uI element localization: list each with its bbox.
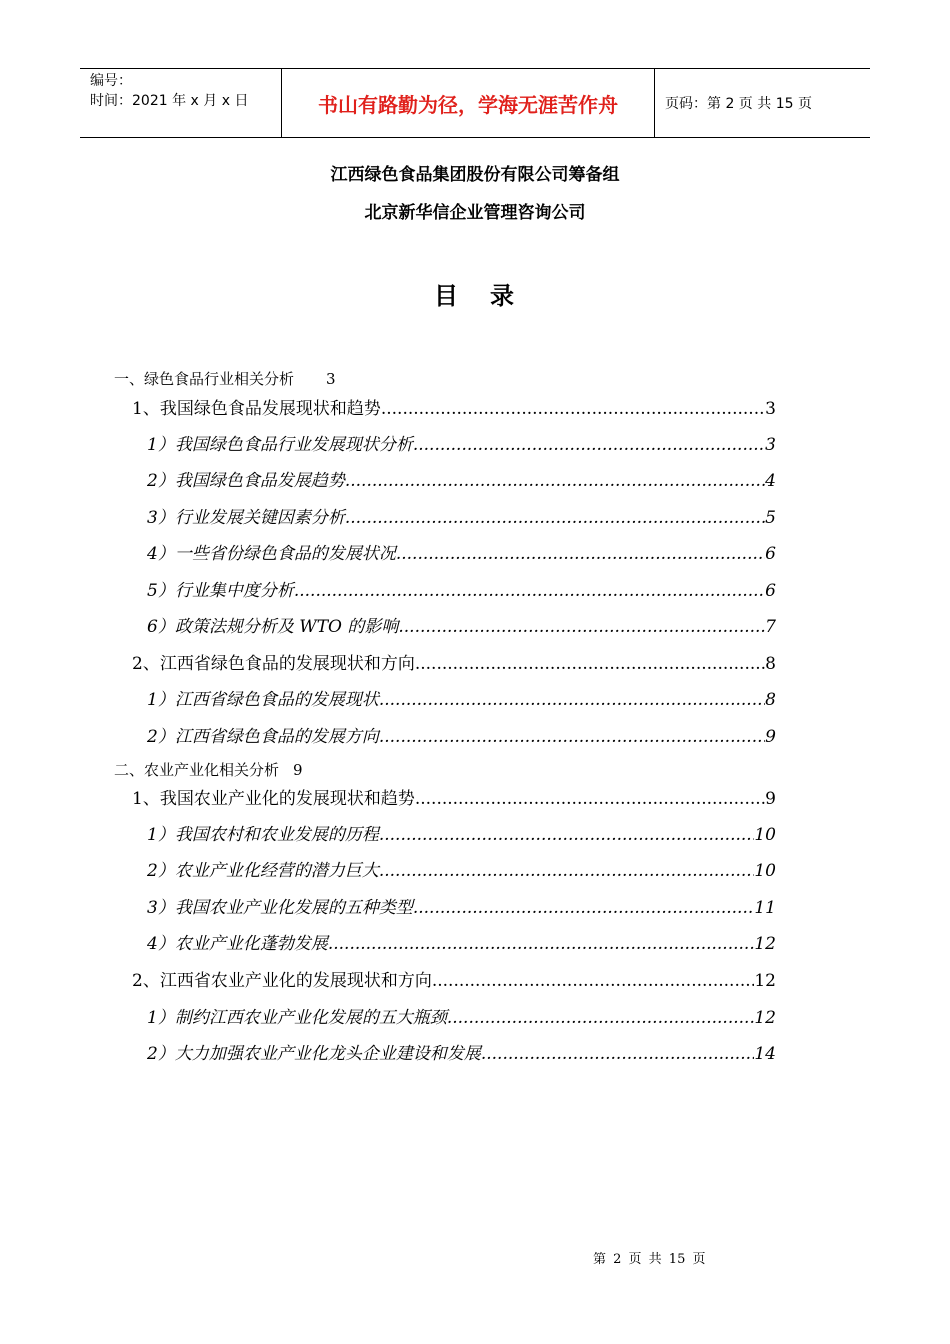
toc-entry[interactable] [147,503,776,528]
dot-leader [415,654,765,674]
toc-entry-text: 2）大力加强农业产业化龙头企业建设和发展 [147,1044,481,1064]
toc-entry-page: 3 [765,399,776,419]
toc-entry-text: 2、江西省农业产业化的发展现状和方向 [132,971,432,991]
dot-leader [379,727,765,747]
dot-leader [398,617,765,637]
toc-title-char-1: 目 [434,282,460,310]
header-page-info: 页码：第 2 页 共 15 页 [665,96,812,112]
toc-entry[interactable] [147,466,776,491]
toc-entry-text: 2）农业产业化经营的潜力巨大 [147,861,379,881]
dot-leader [345,471,765,491]
toc-entry-text: 二、农业产业化相关分析 [114,761,280,779]
header-motto-cell [282,69,655,137]
toc-entry-page: 11 [754,898,776,918]
dot-leader [413,898,755,918]
org-name-2: 北京新华信企业管理咨询公司 [364,203,586,223]
toc-entry-text: 一、绿色食品行业相关分析 [114,370,295,388]
toc-entry-page: 14 [754,1044,776,1064]
toc-entry-page: 10 [754,861,776,881]
dot-leader [294,581,765,601]
toc-entry-page: 3 [326,370,336,388]
toc-entry-text: 1）江西省绿色食品的发展现状 [147,690,379,710]
toc-entry-page: 12 [754,934,776,954]
toc-entry-text: 6）政策法规分析及 WTO 的影响 [147,617,399,637]
toc-title-char-2: 录 [490,282,516,310]
toc-section-2[interactable] [114,759,303,780]
toc-entry-text: 4）农业产业化蓬勃发展 [147,934,328,954]
toc-entry-text: 3）我国农业产业化发展的五种类型 [147,898,413,918]
toc-entry[interactable] [147,430,776,455]
toc-entry-text: 1、我国绿色食品发展现状和趋势 [132,399,381,419]
header-meta [80,69,282,137]
page-header [80,68,870,138]
toc-entry-text: 2）江西省绿色食品的发展方向 [147,727,379,747]
dot-leader [379,825,755,845]
toc-entry[interactable] [147,612,776,637]
toc-entry-text: 1）制约江西农业产业化发展的五大瓶颈 [147,1008,447,1028]
toc-entry-page: 12 [754,971,776,991]
page-footer: 第 2 页 共 15 页 [593,1252,706,1267]
toc-entry-text: 1、我国农业产业化的发展现状和趋势 [132,789,415,809]
time-label: 时间：2021 年 x 月 x 日 [90,93,249,109]
toc-entry[interactable] [132,966,776,991]
toc-entry[interactable] [132,649,776,674]
toc-entry-page: 12 [754,1008,776,1028]
toc-entry[interactable] [147,1003,776,1028]
toc-entry-page: 6 [765,581,776,601]
org-name-1: 江西绿色食品集团股份有限公司筹备组 [330,165,620,185]
toc-entry-page: 6 [765,544,776,564]
toc-entry-page: 9 [293,761,303,779]
toc-entry-page: 3 [765,435,776,455]
dot-leader [415,789,765,809]
toc-entry[interactable] [147,929,776,954]
toc-entry-text: 2、江西省绿色食品的发展现状和方向 [132,654,415,674]
toc-entry[interactable] [147,1039,776,1064]
toc-entry-page: 7 [765,617,776,637]
toc-entry-text: 1）我国绿色食品行业发展现状分析 [147,435,413,455]
toc-entry[interactable] [132,394,776,419]
toc-entry-page: 5 [765,508,776,528]
toc-entry-page: 9 [765,727,776,747]
toc-entry[interactable] [147,820,776,845]
dot-leader [379,861,755,881]
toc-entry[interactable] [132,784,776,809]
toc-title [0,276,950,311]
dot-leader [413,435,765,455]
toc-entry[interactable] [147,893,776,918]
toc-entry[interactable] [147,722,776,747]
toc-entry-page: 9 [765,789,776,809]
toc-section-1[interactable] [114,368,336,389]
toc-entry-text: 5）行业集中度分析 [147,581,294,601]
toc-entry[interactable] [147,539,776,564]
toc-entry-text: 2）我国绿色食品发展趋势 [147,471,345,491]
toc-entry[interactable] [147,576,776,601]
dot-leader [379,690,765,710]
toc-entry[interactable] [147,856,776,881]
dot-leader [481,1044,755,1064]
toc-entry-page: 8 [765,690,776,710]
toc-entry-text: 4）一些省份绿色食品的发展状况 [147,544,396,564]
dot-leader [396,544,765,564]
toc-entry-page: 4 [765,471,776,491]
toc-entry-text: 1）我国农村和农业发展的历程 [147,825,379,845]
header-motto: 书山有路勤为径，学海无涯苦作舟 [318,92,618,117]
dot-leader [432,971,755,991]
dot-leader [328,934,755,954]
toc-entry[interactable] [147,685,776,710]
dot-leader [447,1008,755,1028]
number-label: 编号： [90,73,132,89]
dot-leader [381,399,765,419]
toc-entry-page: 8 [765,654,776,674]
dot-leader [345,508,765,528]
toc-entry-text: 3）行业发展关键因素分析 [147,508,345,528]
toc-entry-page: 10 [754,825,776,845]
